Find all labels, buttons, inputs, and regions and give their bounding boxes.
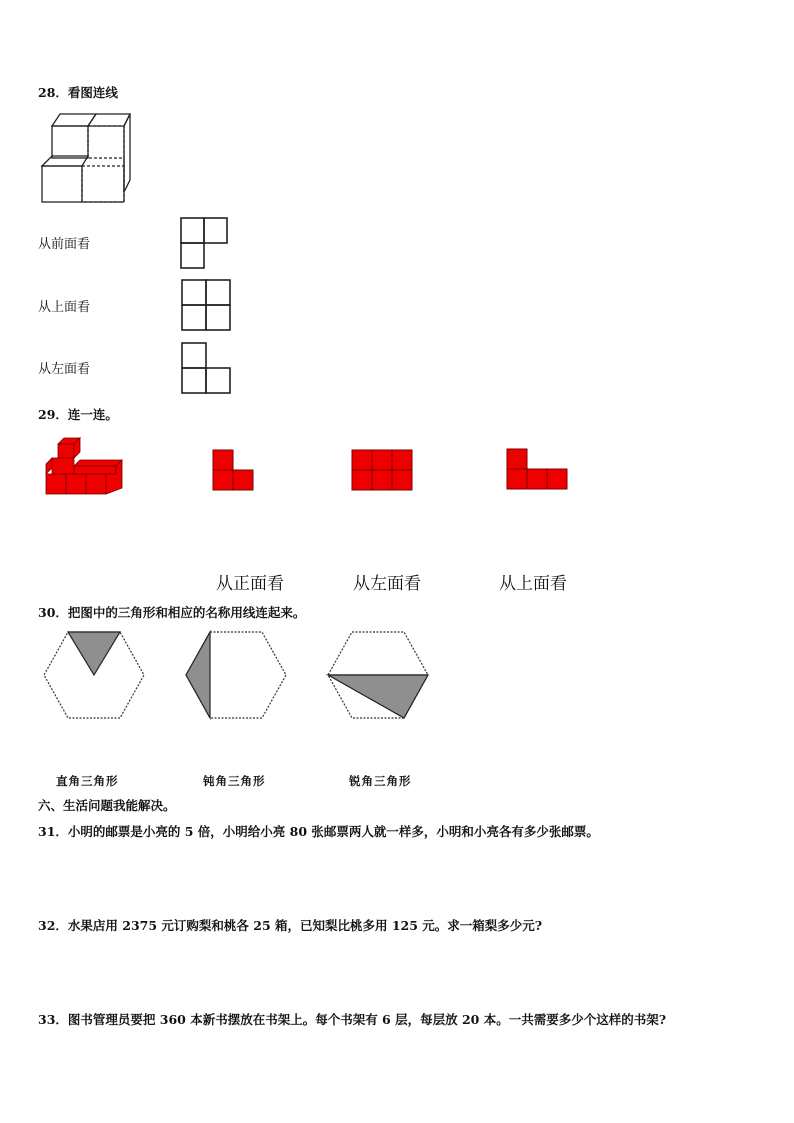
q28-view-front: 从前面看 (38, 237, 91, 252)
q33-text: 33．图书管理员要把 360 本新书摆放在书架上。每个书架有 6 层，每层放 20 本。一共需要多少个这样的书架? (38, 1012, 667, 1027)
q29-caption-top: 从上面看 (499, 574, 567, 594)
q28-option-a (179, 216, 229, 270)
q30-title: 30．把图中的三角形和相应的名称用线连起来。 (38, 605, 306, 620)
q29-title: 29．连一连。 (38, 407, 118, 422)
q28-view-left: 从左面看 (38, 362, 91, 377)
q28-option-b (180, 278, 232, 332)
q32-text: 32．水果店用 2375 元订购梨和桃各 25 箱，已知梨比桃多用 125 元。求一箱梨多少元? (38, 918, 543, 933)
q28-title: 28．看图连线 (38, 85, 118, 100)
q28-cube-figure (38, 110, 133, 210)
q31-text: 31．小明的邮票是小亮的 5 倍，小明给小亮 80 张邮票两人就一样多，小明和小亮各有多少张邮票。 (38, 824, 599, 839)
q30-caption-obtuse: 钝角三角形 (203, 774, 266, 788)
q29-view-shape-2 (351, 449, 413, 493)
q28-option-c (180, 341, 232, 395)
q30-hexagon-1 (42, 630, 146, 720)
q30-hexagon-3 (326, 630, 430, 720)
q30-hexagon-2 (184, 630, 288, 720)
q29-view-shape-1 (212, 449, 256, 493)
q29-view-shape-3 (506, 448, 570, 492)
q30-caption-acute: 锐角三角形 (349, 774, 412, 788)
q29-3d-blocks (44, 436, 126, 498)
q29-caption-front: 从正面看 (216, 574, 284, 594)
q29-caption-left: 从左面看 (353, 574, 421, 594)
section6-title: 六、生活问题我能解决。 (38, 798, 176, 813)
q28-view-top: 从上面看 (38, 300, 91, 315)
q30-caption-right: 直角三角形 (56, 774, 119, 788)
